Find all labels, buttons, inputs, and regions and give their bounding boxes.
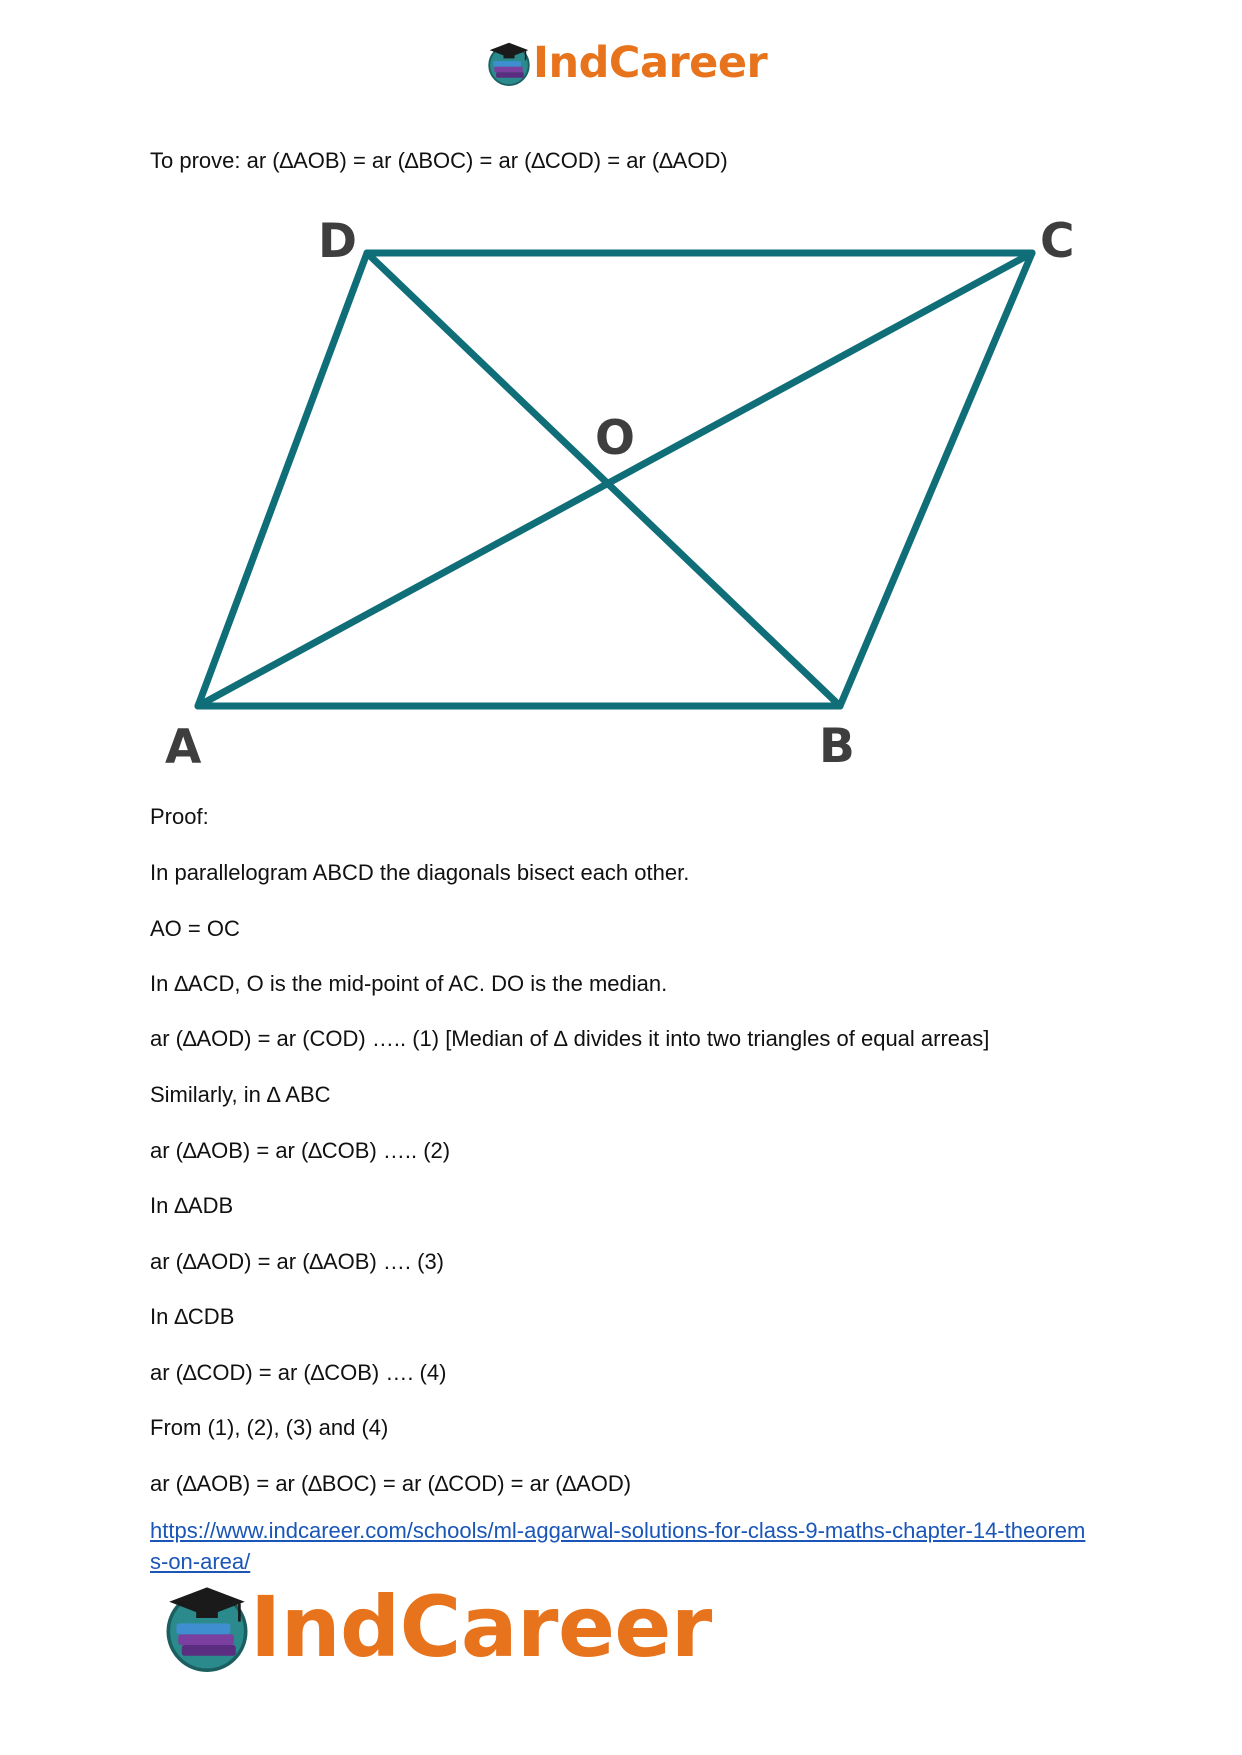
edge-ad: [198, 253, 367, 706]
edge-bc: [840, 253, 1032, 706]
proof-line: In ∆CDB: [150, 1304, 235, 1329]
proof-line: From (1), (2), (3) and (4): [150, 1415, 389, 1440]
vertex-label-b: B: [819, 719, 855, 774]
footer-logo: [162, 1578, 712, 1676]
proof-line: ar (∆AOD) = ar (COD) ….. (1) [Median of ∆ divides it into two triangles of equal arreas]: [150, 1026, 990, 1051]
proof-heading: Proof:: [150, 804, 209, 829]
proof-line: ar (∆AOD) = ar (∆AOB) …. (3): [150, 1249, 445, 1274]
proof-line: ar (∆AOB) = ar (∆COB) ….. (2): [150, 1138, 451, 1163]
graduation-book-icon: [486, 40, 532, 86]
brand-wordmark: IndCareer: [250, 1578, 712, 1676]
brand-wordmark: IndCareer: [533, 38, 768, 88]
diagonal-db: [367, 253, 840, 706]
proof-line: Similarly, in ∆ ABC: [150, 1082, 331, 1107]
proof-line: In ∆ADB: [150, 1193, 234, 1218]
proof-conclusion: ar (∆AOB) = ar (∆BOC) = ar (∆COD) = ar (∆AOD): [150, 1471, 632, 1496]
parallelogram-diagram: [150, 205, 1095, 780]
header-logo: [486, 40, 767, 86]
graduation-book-icon: [162, 1582, 252, 1672]
proof-line: In ∆ACD, O is the mid-point of AC. DO is the median.: [150, 971, 668, 996]
proof-line: ar (∆COD) = ar (∆COB) …. (4): [150, 1360, 447, 1385]
diagonal-ac: [198, 253, 1032, 706]
vertex-label-a: A: [165, 720, 202, 775]
vertex-label-c: C: [1040, 214, 1075, 269]
proof-line: In parallelogram ABCD the diagonals bisect each other.: [150, 860, 690, 885]
source-link[interactable]: https://www.indcareer.com/schools/ml-aggarwal-solutions-for-class-9-maths-chapter-14-theorems-on-area/: [150, 1518, 1086, 1574]
proof-line: AO = OC: [150, 916, 240, 941]
to-prove-statement: To prove: ar (∆AOB) = ar (∆BOC) = ar (∆COD) = ar (∆AOD): [150, 148, 728, 173]
vertex-label-d: D: [318, 214, 358, 269]
vertex-label-o: O: [595, 411, 635, 466]
